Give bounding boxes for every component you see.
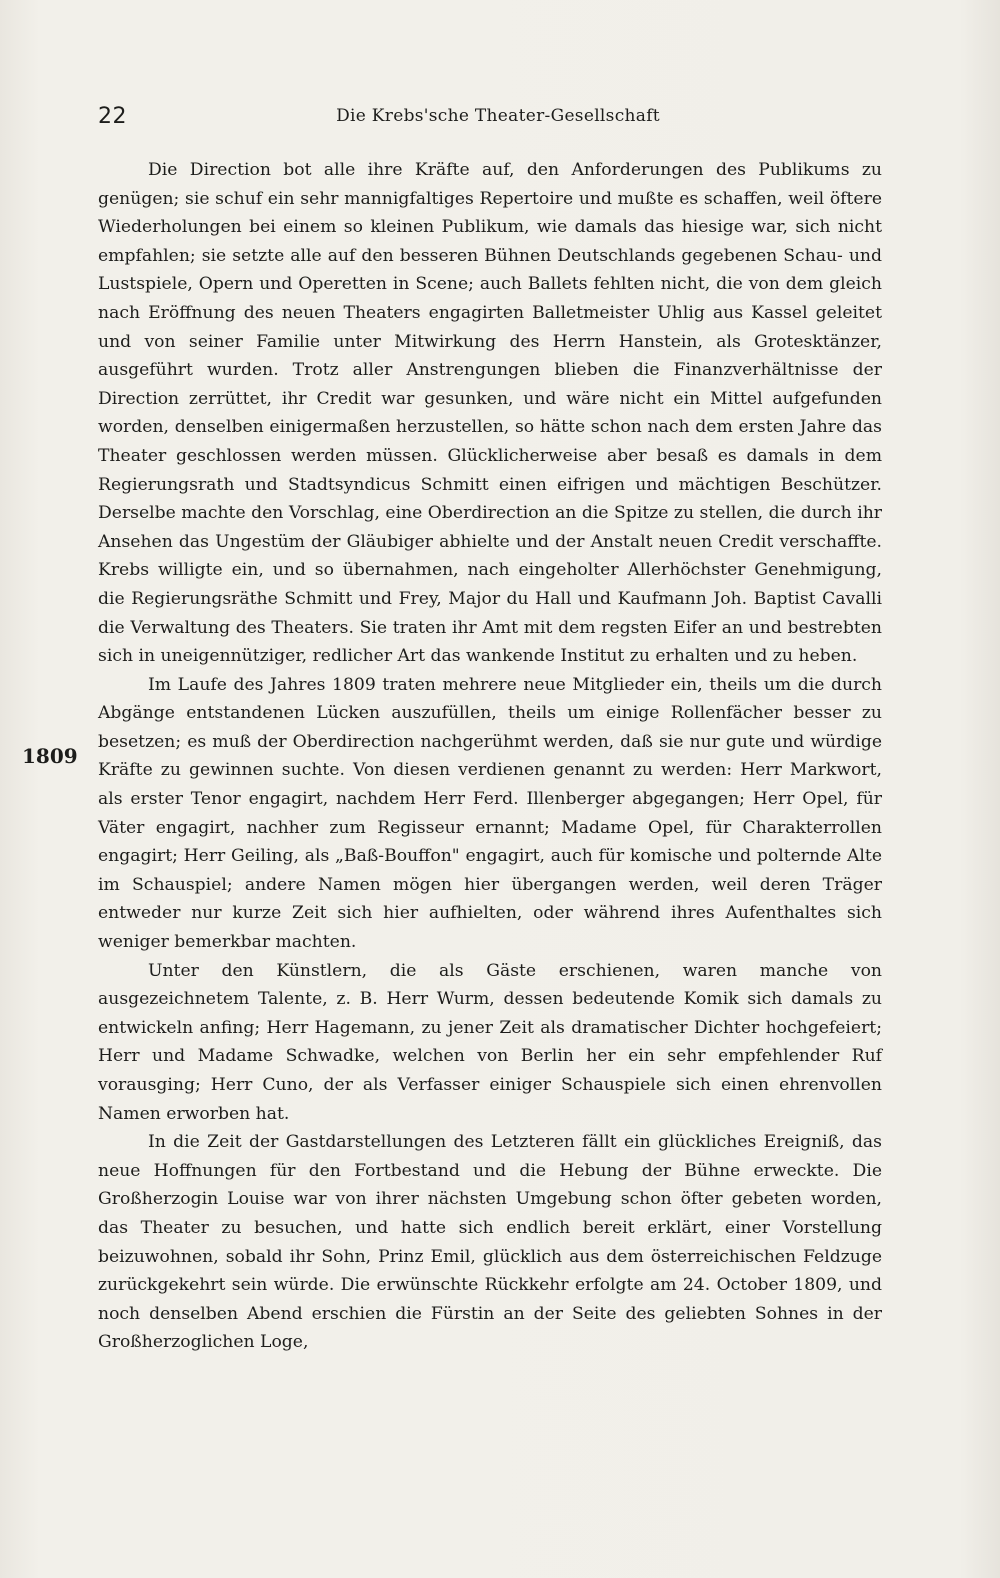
paragraph-grand-duchess: In die Zeit der Gastdarstellungen des Letzteren fällt ein glückliches Ereigniß, das neue Hoffnungen für den Fortbestand und die Hebung der Bühne erweckte. Die Großherzogin Louise war von ihrer nächsten Umgebung schon öfter gebeten worden, das Theater zu besuchen, und hatte sich endlich bereit erklärt, einer Vorstellung beizuwohnen, sobald ihr Sohn, Prinz Emil, glücklich aus dem österreichischen Feldzuge zurückgekehrt sein würde. Die erwünschte Rückkehr erfolgte am 24. October 1809, und noch denselben Abend erschien die Fürstin an der Seite des geliebten Sohnes in der Großherzoglichen Loge,	[98, 1132, 882, 1353]
paragraph-direction: Die Direction bot alle ihre Kräfte auf, den Anforderungen des Publikums zu genügen; sie schuf ein sehr mannigfaltiges Repertoire und mußte es schaffen, weil öftere Wiederholungen bei einem so kleinen Publikum, wie damals das hiesige war, sich nicht empfahlen; sie setzte alle auf den besseren Bühnen Deutschlands gegebenen Schau- und Lustspiele, Opern und Operetten in Scene; auch Ballets fehlten nicht, die von dem gleich nach Eröffnung des neuen Theaters engagirten Balletmeister Uhlig aus Kassel geleitet und von seiner Familie unter Mitwirkung des Herrn Hanstein, als Grotesktänzer, ausgeführt wurden. Trotz aller Anstrengungen blieben die Finanzverhältnisse der Direction zerrüttet, ihr Credit war gesunken, und wäre nicht ein Mittel aufgefunden worden, denselben einigermaßen herzustellen, so hätte schon nach dem ersten Jahre das Theater geschlossen werden müssen. Glücklicherweise aber besaß es damals in dem Regierungsrath und Stadtsyndicus Schmitt einen eifrigen und mächtigen Beschützer. Derselbe machte den Vorschlag, eine Oberdirection an die Spitze zu stellen, die durch ihr Ansehen das Ungestüm der Gläubiger abhielte und der Anstalt neuen Credit verschaffte. Krebs willigte ein, und so übernahmen, nach eingeholter Allerhöchster Genehmigung, die Regierungsräthe Schmitt und Frey, Major du Hall und Kaufmann Joh. Baptist Cavalli die Verwaltung des Theaters. Sie traten ihr Amt mit dem regsten Eifer an und bestrebten sich in uneigennütziger, redlicher Art das wankende Institut zu erhalten und zu heben.	[98, 160, 882, 667]
page-number: 22	[98, 104, 127, 129]
running-head: Die Krebs'sche Theater-Gesellschaft	[336, 106, 660, 126]
paragraph-1809-members: Im Laufe des Jahres 1809 traten mehrere neue Mitglieder ein, theils um die durch Abgänge entstandenen Lücken auszufüllen, theils um einige Rollenfächer besser zu besetzen; es muß der Oberdirection nachgerühmt werden, daß sie nur gute und würdige Kräfte zu gewinnen suchte. Von diesen verdienen genannt zu werden: Herr Markwort, als erster Tenor engagirt, nachdem Herr Ferd. Illenberger abgegangen; Herr Opel, für Väter engagirt, nachher zum Regisseur ernannt; Madame Opel, für Charakterrollen engagirt; Herr Geiling, als „Baß-Bouffon" engagirt, auch für komische und polternde Alte im Schauspiel; andere Namen mögen hier übergangen werden, weil deren Träger entweder nur kurze Zeit sich hier aufhielten, oder während ihres Aufenthaltes sich weniger bemerkbar machten.	[98, 674, 882, 953]
page-header	[98, 104, 898, 134]
body-text	[98, 156, 882, 1357]
margin-year-note: 1809	[22, 744, 78, 768]
paragraph-guest-artists: Unter den Künstlern, die als Gäste erschienen, waren manche von ausgezeichnetem Talente, z. B. Herr Wurm, dessen bedeutende Komik sich damals zu entwickeln anfing; Herr Hagemann, zu jener Zeit als dramatischer Dichter hochgefeiert; Herr und Madame Schwadke, welchen von Berlin her ein sehr empfehlender Ruf vorausging; Herr Cuno, der als Verfasser einiger Schauspiele sich einen ehrenvollen Namen erworben hat.	[98, 960, 882, 1124]
